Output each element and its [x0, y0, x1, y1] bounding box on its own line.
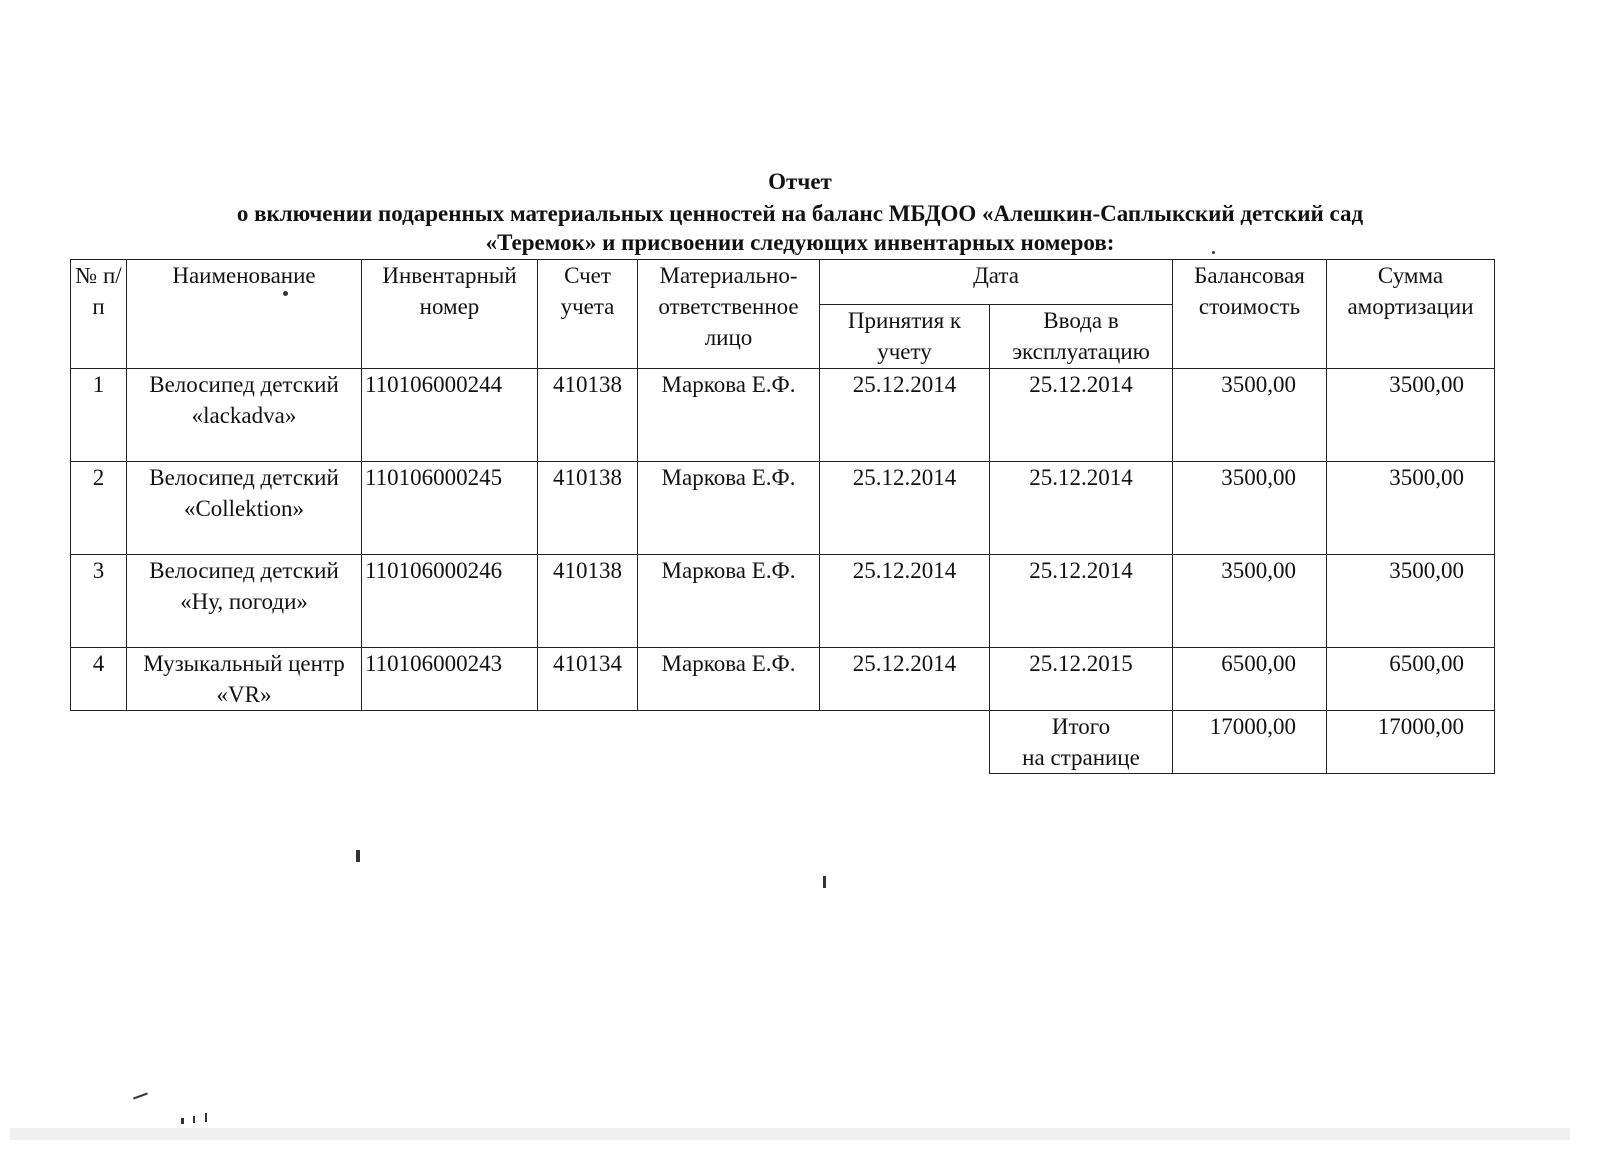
cell-num: 4	[71, 648, 127, 711]
header-date-commissioned: Ввода в эксплуатацию	[990, 305, 1173, 369]
header-date-accepted: Принятия к учету	[820, 305, 990, 369]
cell-inventory: 110106000245	[362, 462, 538, 555]
cell-date-commissioned: 25.12.2015	[990, 648, 1173, 711]
cell-responsible: Маркова Е.Ф.	[638, 648, 820, 711]
scan-speck	[1212, 251, 1215, 254]
cell-account: 410138	[538, 462, 638, 555]
inventory-table	[70, 259, 1495, 774]
header-depreciation: Сумма амортизации	[1327, 260, 1495, 369]
header-balance: Балансовая стоимость	[1173, 260, 1327, 369]
scan-speck	[823, 876, 826, 888]
cell-name: Велосипед детский «Collektion»	[127, 462, 362, 555]
cell-date-accepted: 25.12.2014	[820, 462, 990, 555]
cell-num: 2	[71, 462, 127, 555]
total-balance: 17000,00	[1173, 711, 1327, 774]
cell-responsible: Маркова Е.Ф.	[638, 555, 820, 648]
cell-num: 1	[71, 369, 127, 462]
header-date: Дата	[820, 260, 1173, 305]
header-responsible: Материально-ответственное лицо	[638, 260, 820, 369]
cell-depreciation: 6500,00	[1327, 648, 1495, 711]
cell-date-accepted: 25.12.2014	[820, 648, 990, 711]
total-label: Итого на странице	[990, 711, 1173, 774]
table-row	[71, 462, 1495, 555]
cell-name: Велосипед детский «Ну, погоди»	[127, 555, 362, 648]
table-row	[71, 369, 1495, 462]
cell-inventory: 110106000246	[362, 555, 538, 648]
cell-depreciation: 3500,00	[1327, 555, 1495, 648]
cell-depreciation: 3500,00	[1327, 462, 1495, 555]
cell-date-accepted: 25.12.2014	[820, 369, 990, 462]
cell-depreciation: 3500,00	[1327, 369, 1495, 462]
cell-account: 410134	[538, 648, 638, 711]
cell-account: 410138	[538, 555, 638, 648]
document-title: Отчет	[768, 169, 832, 194]
cell-name: Велосипед детский «lackadva»	[127, 369, 362, 462]
table-header-row	[71, 260, 1495, 305]
header-account: Счет учета	[538, 260, 638, 369]
scan-speck	[283, 291, 288, 296]
cell-account: 410138	[538, 369, 638, 462]
table-row	[71, 648, 1495, 711]
cell-date-commissioned: 25.12.2014	[990, 369, 1173, 462]
cell-name: Музыкальный центр «VR»	[127, 648, 362, 711]
scan-speck	[193, 1116, 195, 1123]
cell-date-commissioned: 25.12.2014	[990, 462, 1173, 555]
cell-num: 3	[71, 555, 127, 648]
cell-balance: 3500,00	[1173, 555, 1327, 648]
header-name: Наименование	[127, 260, 362, 369]
scan-speck	[356, 850, 360, 862]
cell-inventory: 110106000244	[362, 369, 538, 462]
scan-bottom-edge	[10, 1128, 1570, 1140]
cell-inventory: 110106000243	[362, 648, 538, 711]
cell-responsible: Маркова Е.Ф.	[638, 462, 820, 555]
cell-date-commissioned: 25.12.2014	[990, 555, 1173, 648]
cell-balance: 3500,00	[1173, 369, 1327, 462]
cell-date-accepted: 25.12.2014	[820, 555, 990, 648]
cell-balance: 6500,00	[1173, 648, 1327, 711]
cell-responsible: Маркова Е.Ф.	[638, 369, 820, 462]
scan-speck	[205, 1113, 207, 1122]
header-inventory: Инвентарный номер	[362, 260, 538, 369]
scan-speck	[181, 1118, 184, 1124]
total-depreciation: 17000,00	[1327, 711, 1495, 774]
cell-balance: 3500,00	[1173, 462, 1327, 555]
header-num: № п/п	[71, 260, 127, 369]
total-row	[71, 711, 1495, 774]
table-row	[71, 555, 1495, 648]
scan-speck	[133, 1092, 148, 1099]
document-subtitle: о включении подаренных материальных ценностей на баланс МБДОО «Алешкин-Саплыкский детский сад «Теремок» и присвоении следующих инвентарных номеров:	[236, 201, 1364, 255]
